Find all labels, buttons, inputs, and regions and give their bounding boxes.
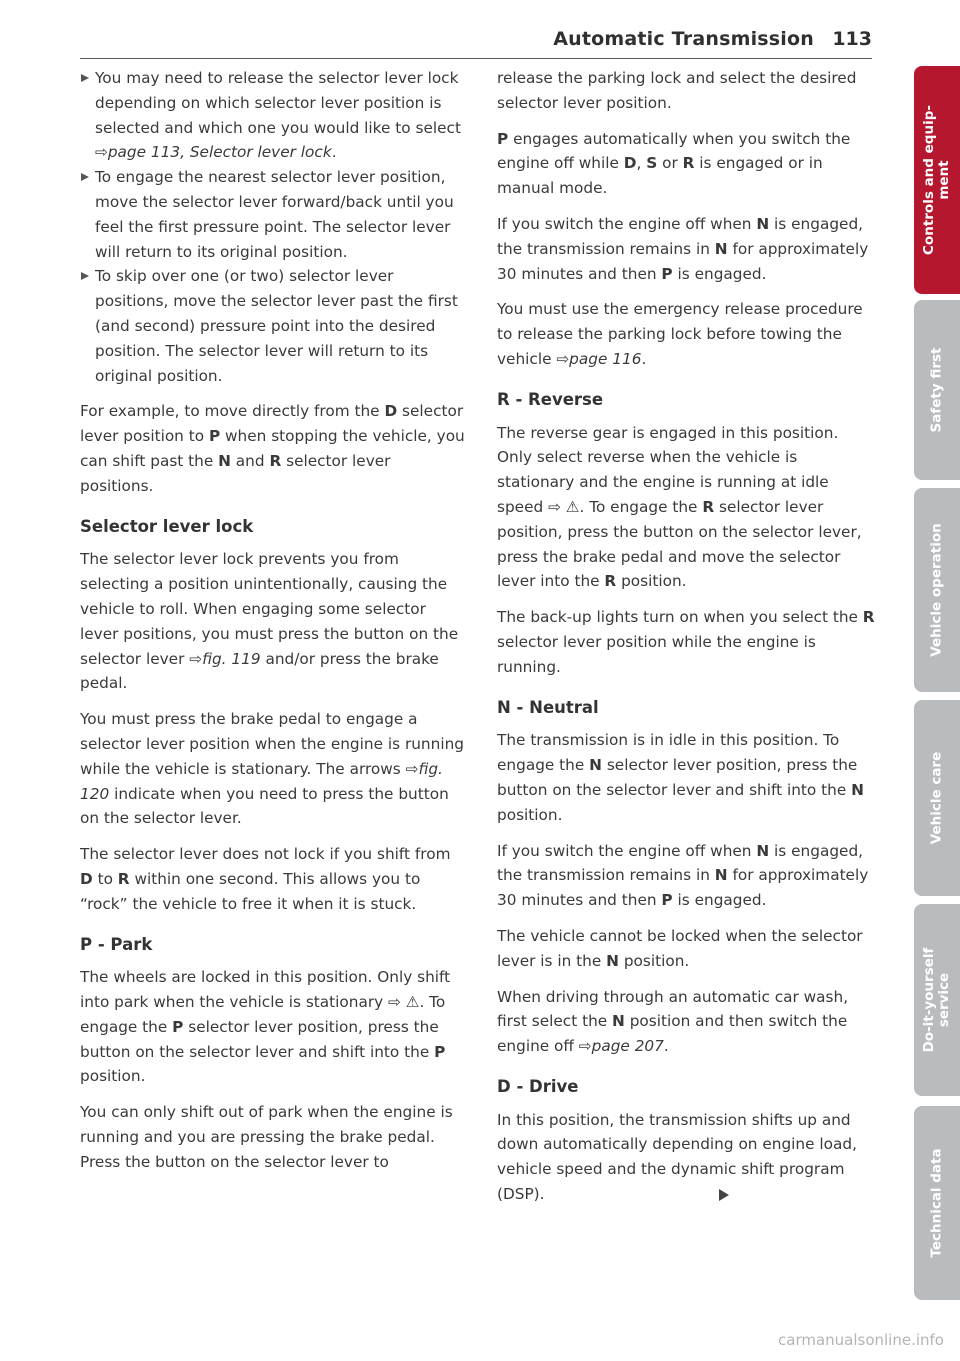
bullet-item: You may need to release the selector lever lock depending on which selector lever position is selected and which one you would like to select ⇨page 113, Selector lever lock.: [80, 66, 466, 165]
tab-technical-data[interactable]: [914, 1106, 960, 1300]
arrow-icon: ⇨: [405, 759, 419, 778]
paragraph: In this position, the transmission shifts up and down automatically depending on engine load, vehicle speed and the dynamic shift program (DSP).: [497, 1110, 857, 1204]
paragraph: The selector lever does not lock if you shift from D to R within one second. This allows you to “rock” the vehicle to free it when it is stuck.: [80, 845, 451, 913]
tab-controls-and-equipment[interactable]: [914, 66, 960, 294]
paragraph: If you switch the engine off when N is engaged, the transmission remains in N for approximately 30 minutes and then P is engaged.: [497, 214, 869, 283]
paragraph: If you switch the engine off when N is engaged, the transmission remains in N for approximately 30 minutes and then P is engaged.: [497, 841, 869, 910]
tab-vehicle-care[interactable]: [914, 700, 960, 896]
page-link[interactable]: page 113, Selector lever lock: [107, 143, 332, 162]
tab-do-it-yourself-service[interactable]: [914, 904, 960, 1096]
paragraph: You must use the emergency release procedure to release the parking lock before towing the vehicle ⇨page 116.: [497, 300, 863, 368]
bullet-item: To engage the nearest selector lever position, move the selector lever forward/back until you feel the first pressure point. The selector lever will return to its original position.: [80, 165, 466, 264]
warning-icon[interactable]: ⇨ ⚠: [548, 497, 580, 516]
heading-park: P - Park: [80, 934, 153, 954]
page-number: 113: [832, 28, 872, 50]
heading-drive: D - Drive: [497, 1076, 579, 1096]
watermark: carmanualsonline.info: [778, 1331, 944, 1349]
continue-arrow-icon: [719, 1189, 729, 1201]
tab-label: Vehicle care: [928, 751, 945, 845]
tab-label: Safety first: [928, 347, 945, 433]
left-column: [80, 66, 466, 1186]
arrow-icon: ⇨: [189, 649, 203, 668]
right-column: [497, 66, 875, 1218]
page-header: [80, 22, 872, 59]
paragraph: The vehicle cannot be locked when the selector lever is in the N position.: [497, 926, 863, 970]
warning-icon[interactable]: ⇨ ⚠: [388, 993, 420, 1012]
tab-vehicle-operation[interactable]: [914, 488, 960, 692]
paragraph: The transmission is in idle in this position. To engage the N selector lever position, press the button on the selector lever and shift into the N position.: [497, 731, 864, 824]
tab-label: Controls and equip- ment: [921, 105, 952, 255]
paragraph: When driving through an automatic car wash, first select the N position and then switch the engine off ⇨page 207.: [497, 987, 849, 1056]
arrow-icon: ⇨: [556, 349, 570, 368]
paragraph: For example, to move directly from the D selector lever position to P when stopping the vehicle, you can shift past the N and R selector lever positions.: [80, 402, 465, 495]
tab-label: Technical data: [928, 1148, 945, 1258]
tab-safety-first[interactable]: [914, 300, 960, 480]
bullet-item: To skip over one (or two) selector lever positions, move the selector lever past the first (and second) pressure point into the desired position. The selector lever will return to its original position.: [80, 264, 466, 388]
page-link[interactable]: page 116: [569, 349, 642, 368]
tab-label: Do-it-yourself service: [921, 947, 952, 1053]
paragraph: The back-up lights turn on when you select the R selector lever position while the engine is running.: [497, 608, 875, 676]
heading-selector-lever-lock: Selector lever lock: [80, 516, 254, 536]
bullet-list: [80, 66, 466, 388]
paragraph: You must press the brake pedal to engage a selector lever position when the engine is running while the vehicle is stationary. The arrows ⇨fig. 120 indicate when you need to press the button on the selector lever.: [80, 710, 464, 828]
page-link[interactable]: page 207: [591, 1037, 664, 1056]
paragraph: P engages automatically when you switch the engine off while D, S or R is engaged or in manual mode.: [497, 129, 851, 198]
paragraph: release the parking lock and select the desired selector lever position.: [497, 69, 857, 112]
paragraph: The wheels are locked in this position. Only shift into park when the vehicle is stationary ⇨ ⚠. To engage the P selector lever position, press the button on the selector lever and shift into the P position.: [80, 968, 451, 1086]
tab-label: Vehicle operation: [928, 523, 945, 657]
figure-link[interactable]: fig. 120: [80, 759, 443, 803]
heading-neutral: N - Neutral: [497, 697, 599, 717]
section-title: Automatic Transmission: [553, 28, 814, 50]
figure-link[interactable]: fig. 119: [202, 649, 261, 668]
heading-reverse: R - Reverse: [497, 389, 604, 409]
paragraph: The selector lever lock prevents you from selecting a position unintentionally, causing the vehicle to roll. When engaging some selector lever positions, you must press the button on the selector lever ⇨fig. 119 and/or press the brake pedal.: [80, 550, 459, 693]
paragraph: The reverse gear is engaged in this position. Only select reverse when the vehicle is stationary and the engine is running at idle speed ⇨ ⚠. To engage the R selector lever position, press the button on the selector lever, press the brake pedal and move the selector lever into the R position.: [497, 423, 862, 591]
paragraph: You can only shift out of park when the engine is running and you are pressing the brake pedal. Press the button on the selector lever to: [80, 1103, 453, 1171]
arrow-icon: ⇨: [95, 143, 108, 162]
arrow-icon: ⇨: [578, 1037, 592, 1056]
